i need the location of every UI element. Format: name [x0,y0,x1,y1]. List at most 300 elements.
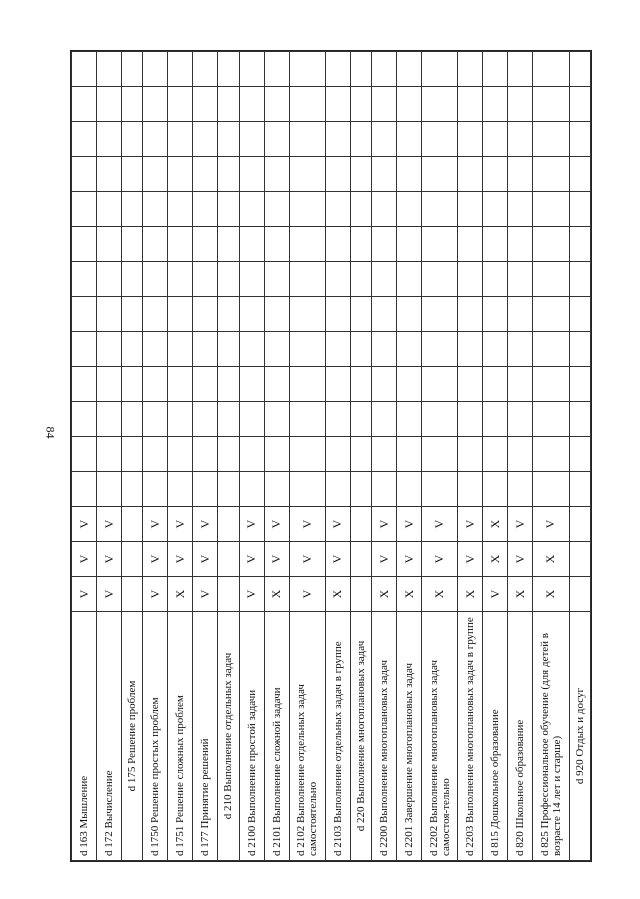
table-row [350,52,371,861]
empty-cell [289,192,325,227]
empty-cell [325,402,350,437]
empty-cell [422,87,458,122]
empty-cell [350,472,371,507]
empty-cell [289,367,325,402]
mark-cell: X [508,577,533,612]
empty-cell [458,332,483,367]
empty-cell [264,52,289,87]
mark-cell: V [289,507,325,542]
empty-cell [483,402,508,437]
section-heading: d 920 Отдых и досуг [569,612,590,861]
empty-cell [168,122,193,157]
empty-cell [264,332,289,367]
empty-cell [422,297,458,332]
empty-cell [239,262,264,297]
empty-cell [483,367,508,402]
mark-cell: V [97,507,122,542]
table-row [193,52,218,861]
mark-cell: V [193,507,218,542]
empty-cell [458,262,483,297]
empty-cell [458,227,483,262]
empty-cell [193,367,218,402]
empty-cell [193,262,218,297]
empty-cell [372,87,397,122]
table-row [264,52,289,861]
empty-cell [264,227,289,262]
empty-cell [533,87,569,122]
empty-cell [168,52,193,87]
empty-cell [350,122,371,157]
mark-cell [350,542,371,577]
empty-cell [397,297,422,332]
table-row [143,52,168,861]
mark-cell: V [422,542,458,577]
mark-cell [122,542,143,577]
mark-cell: V [239,542,264,577]
empty-cell [569,367,590,402]
empty-cell [289,437,325,472]
empty-cell [289,157,325,192]
table-row [508,52,533,861]
empty-cell [193,332,218,367]
empty-cell [143,87,168,122]
empty-cell [325,297,350,332]
empty-cell [325,227,350,262]
empty-cell [264,367,289,402]
empty-cell [569,402,590,437]
empty-cell [264,402,289,437]
empty-cell [97,52,122,87]
empty-cell [397,262,422,297]
mark-cell: V [325,542,350,577]
empty-cell [533,402,569,437]
empty-cell [483,192,508,227]
empty-cell [72,437,97,472]
mark-cell: X [458,577,483,612]
empty-cell [458,122,483,157]
empty-cell [508,52,533,87]
empty-cell [168,227,193,262]
row-label: d 177 Принятие решений [193,612,218,861]
mark-cell: V [193,542,218,577]
empty-cell [569,332,590,367]
empty-cell [193,297,218,332]
row-label: d 2203 Выполнение многоплановых задач в группе [458,612,483,861]
empty-cell [143,52,168,87]
row-label: d 2101 Выполнение сложной задачи [264,612,289,861]
empty-cell [143,122,168,157]
empty-cell [422,122,458,157]
assessment-table [71,51,591,861]
empty-cell [508,227,533,262]
empty-cell [168,192,193,227]
empty-cell [143,192,168,227]
row-label: d 1751 Решение сложных проблем [168,612,193,861]
empty-cell [218,87,239,122]
mark-cell [569,507,590,542]
empty-cell [372,472,397,507]
empty-cell [193,87,218,122]
empty-cell [458,402,483,437]
mark-cell: V [193,577,218,612]
table-row [289,52,325,861]
empty-cell [122,262,143,297]
mark-cell: V [508,507,533,542]
row-label: d 1750 Решение простых проблем [143,612,168,861]
empty-cell [397,332,422,367]
empty-cell [97,437,122,472]
empty-cell [422,367,458,402]
row-label: d 2100 Выполнение простой задачи [239,612,264,861]
empty-cell [397,192,422,227]
empty-cell [508,262,533,297]
empty-cell [264,122,289,157]
empty-cell [483,297,508,332]
empty-cell [397,122,422,157]
mark-cell: V [325,507,350,542]
empty-cell [97,87,122,122]
empty-cell [325,192,350,227]
empty-cell [143,472,168,507]
row-label: d 2201 Завершение многоплановых задач [397,612,422,861]
empty-cell [372,227,397,262]
empty-cell [458,472,483,507]
mark-cell: V [143,507,168,542]
empty-cell [239,192,264,227]
mark-cell: X [533,542,569,577]
mark-cell: V [483,577,508,612]
empty-cell [325,262,350,297]
rotated-table-frame [70,50,592,862]
mark-cell [122,577,143,612]
empty-cell [218,402,239,437]
mark-cell [218,577,239,612]
empty-cell [397,157,422,192]
empty-cell [508,332,533,367]
mark-cell [122,507,143,542]
mark-cell: V [508,542,533,577]
empty-cell [289,332,325,367]
empty-cell [325,472,350,507]
empty-cell [483,332,508,367]
empty-cell [533,227,569,262]
empty-cell [533,52,569,87]
mark-cell: V [289,542,325,577]
empty-cell [483,52,508,87]
mark-cell: V [264,542,289,577]
empty-cell [483,262,508,297]
row-label: d 820 Школьное образование [508,612,533,861]
table-row [122,52,143,861]
empty-cell [97,297,122,332]
section-heading: d 220 Выполнение многоплановых задач [350,612,371,861]
mark-cell: V [264,507,289,542]
empty-cell [508,192,533,227]
mark-cell: X [397,577,422,612]
empty-cell [325,52,350,87]
row-label: d 2202 Выполнение многоплановых задач самостоя-тельно [422,612,458,861]
empty-cell [239,472,264,507]
empty-cell [458,157,483,192]
empty-cell [218,262,239,297]
empty-cell [422,192,458,227]
empty-cell [168,262,193,297]
empty-cell [193,52,218,87]
empty-cell [350,192,371,227]
empty-cell [372,157,397,192]
empty-cell [508,472,533,507]
empty-cell [72,402,97,437]
mark-cell: X [372,577,397,612]
empty-cell [458,87,483,122]
empty-cell [264,87,289,122]
table-row [168,52,193,861]
empty-cell [193,122,218,157]
empty-cell [372,192,397,227]
empty-cell [289,262,325,297]
empty-cell [218,367,239,402]
empty-cell [569,262,590,297]
mark-cell: V [397,542,422,577]
empty-cell [397,367,422,402]
empty-cell [533,157,569,192]
empty-cell [397,227,422,262]
empty-cell [97,332,122,367]
empty-cell [325,367,350,402]
table-row [325,52,350,861]
empty-cell [508,437,533,472]
empty-cell [218,52,239,87]
empty-cell [72,297,97,332]
mark-cell: X [168,577,193,612]
table-rotation-wrapper [71,51,591,861]
empty-cell [458,367,483,402]
empty-cell [122,192,143,227]
empty-cell [569,87,590,122]
empty-cell [508,367,533,402]
table-row [72,52,97,861]
mark-cell: V [397,507,422,542]
empty-cell [193,157,218,192]
mark-cell: V [239,507,264,542]
mark-cell: X [483,542,508,577]
empty-cell [397,52,422,87]
empty-cell [508,122,533,157]
empty-cell [239,367,264,402]
empty-cell [72,262,97,297]
empty-cell [483,87,508,122]
empty-cell [122,87,143,122]
empty-cell [97,192,122,227]
empty-cell [239,87,264,122]
empty-cell [422,262,458,297]
mark-cell: V [422,507,458,542]
empty-cell [168,472,193,507]
empty-cell [264,297,289,332]
row-label: d 815 Дошкольное образование [483,612,508,861]
empty-cell [325,157,350,192]
mark-cell: V [72,542,97,577]
empty-cell [397,437,422,472]
mark-cell [218,507,239,542]
empty-cell [143,227,168,262]
empty-cell [218,122,239,157]
empty-cell [264,472,289,507]
table-row [372,52,397,861]
empty-cell [289,227,325,262]
empty-cell [72,192,97,227]
empty-cell [325,122,350,157]
empty-cell [239,297,264,332]
empty-cell [533,367,569,402]
empty-cell [350,437,371,472]
mark-cell: V [372,507,397,542]
empty-cell [264,262,289,297]
empty-cell [397,402,422,437]
mark-cell: V [458,542,483,577]
empty-cell [372,122,397,157]
empty-cell [97,227,122,262]
mark-cell: X [325,577,350,612]
empty-cell [350,402,371,437]
empty-cell [350,332,371,367]
empty-cell [122,332,143,367]
empty-cell [422,402,458,437]
empty-cell [218,227,239,262]
empty-cell [168,87,193,122]
empty-cell [72,157,97,192]
empty-cell [239,402,264,437]
empty-cell [533,332,569,367]
mark-cell: X [533,577,569,612]
empty-cell [218,157,239,192]
empty-cell [289,297,325,332]
mark-cell: V [72,577,97,612]
mark-cell: V [97,577,122,612]
mark-cell [350,507,371,542]
empty-cell [97,472,122,507]
empty-cell [350,157,371,192]
empty-cell [533,262,569,297]
empty-cell [122,157,143,192]
mark-cell: V [97,542,122,577]
empty-cell [350,262,371,297]
empty-cell [325,332,350,367]
empty-cell [350,297,371,332]
empty-cell [458,192,483,227]
empty-cell [143,157,168,192]
empty-cell [168,367,193,402]
empty-cell [239,122,264,157]
row-label: d 172 Вычисление [97,612,122,861]
empty-cell [422,52,458,87]
row-label: d 2103 Выполнение отдельных задач в группе [325,612,350,861]
empty-cell [193,437,218,472]
empty-cell [458,52,483,87]
mark-cell: V [143,577,168,612]
empty-cell [168,437,193,472]
empty-cell [458,297,483,332]
empty-cell [372,262,397,297]
mark-cell: X [422,577,458,612]
mark-cell: V [168,507,193,542]
empty-cell [289,402,325,437]
empty-cell [97,122,122,157]
empty-cell [72,52,97,87]
empty-cell [508,297,533,332]
empty-cell [483,472,508,507]
empty-cell [218,332,239,367]
empty-cell [97,262,122,297]
empty-cell [483,227,508,262]
empty-cell [72,87,97,122]
table-row [97,52,122,861]
empty-cell [325,437,350,472]
empty-cell [97,402,122,437]
empty-cell [264,437,289,472]
empty-cell [569,472,590,507]
empty-cell [533,192,569,227]
mark-cell [350,577,371,612]
table-body [72,52,591,861]
empty-cell [122,52,143,87]
empty-cell [422,437,458,472]
table-row [218,52,239,861]
mark-cell: X [264,577,289,612]
empty-cell [193,402,218,437]
table-row [458,52,483,861]
mark-cell: X [483,507,508,542]
row-label: d 2102 Выполнение отдельных задач самостоятельно [289,612,325,861]
empty-cell [350,227,371,262]
empty-cell [483,122,508,157]
mark-cell: V [72,507,97,542]
empty-cell [143,402,168,437]
empty-cell [143,367,168,402]
empty-cell [569,192,590,227]
empty-cell [350,52,371,87]
table-row [569,52,590,861]
empty-cell [97,157,122,192]
empty-cell [422,332,458,367]
mark-cell: V [372,542,397,577]
mark-cell [218,542,239,577]
section-heading: d 210 Выполнение отдельных задач [218,612,239,861]
empty-cell [122,437,143,472]
empty-cell [143,332,168,367]
empty-cell [533,472,569,507]
empty-cell [218,297,239,332]
empty-cell [372,297,397,332]
empty-cell [264,192,289,227]
empty-cell [350,367,371,402]
empty-cell [508,87,533,122]
mark-cell [569,542,590,577]
empty-cell [533,437,569,472]
empty-cell [289,122,325,157]
row-label: d 2200 Выполнение многоплановых задач [372,612,397,861]
mark-cell: V [458,507,483,542]
empty-cell [372,367,397,402]
empty-cell [483,157,508,192]
table-row [397,52,422,861]
mark-cell: V [143,542,168,577]
mark-cell: V [239,577,264,612]
empty-cell [422,472,458,507]
empty-cell [193,227,218,262]
empty-cell [569,437,590,472]
empty-cell [239,227,264,262]
